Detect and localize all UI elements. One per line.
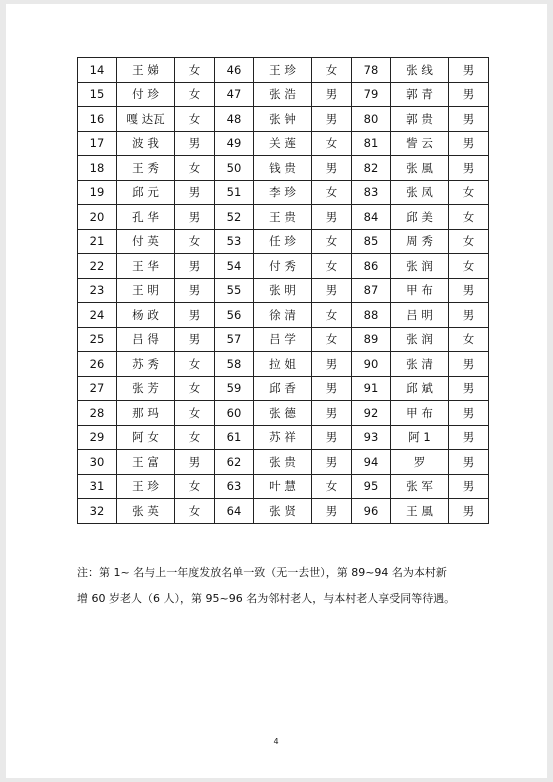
serial-number-cell: 80 [352,107,391,132]
serial-number-cell: 29 [78,425,117,450]
name-cell: 郭 贵 [391,107,449,132]
name-cell: 王 風 [391,499,449,524]
gender-cell: 男 [175,254,215,279]
name-cell: 张 清 [391,352,449,377]
name-cell: 甲 布 [391,401,449,426]
serial-number-cell: 83 [352,180,391,205]
serial-number-cell: 31 [78,474,117,499]
serial-number-cell: 53 [215,229,254,254]
name-cell: 波 我 [117,131,175,156]
serial-number-cell: 79 [352,82,391,107]
serial-number-cell: 85 [352,229,391,254]
name-cell: 甲 布 [391,278,449,303]
footnote-line-2: 增 60 岁老人（6 人），第 95~96 名为邻村老人，与本村老人享受同等待遇。 [77,592,456,605]
name-cell: 王 娣 [117,58,175,83]
name-cell: 吕 明 [391,303,449,328]
gender-cell: 男 [175,131,215,156]
name-cell: 任 珍 [254,229,312,254]
serial-number-cell: 90 [352,352,391,377]
gender-cell: 女 [312,474,352,499]
gender-cell: 男 [175,450,215,475]
name-cell: 孔 华 [117,205,175,230]
serial-number-cell: 27 [78,376,117,401]
name-cell: 王 明 [117,278,175,303]
name-cell: 张 明 [254,278,312,303]
name-cell: 阿 女 [117,425,175,450]
table-row [78,254,489,279]
serial-number-cell: 93 [352,425,391,450]
table-row [78,131,489,156]
gender-cell: 男 [312,205,352,230]
gender-cell: 男 [312,278,352,303]
gender-cell: 男 [449,425,489,450]
gender-cell: 男 [449,58,489,83]
gender-cell: 男 [175,327,215,352]
serial-number-cell: 14 [78,58,117,83]
name-cell: 张 线 [391,58,449,83]
gender-cell: 女 [312,229,352,254]
serial-number-cell: 55 [215,278,254,303]
name-cell: 张 贵 [254,450,312,475]
table-row [78,58,489,83]
table-row [78,499,489,524]
serial-number-cell: 17 [78,131,117,156]
gender-cell: 女 [175,229,215,254]
serial-number-cell: 59 [215,376,254,401]
name-cell: 拉 姐 [254,352,312,377]
table-row [78,474,489,499]
name-cell: 叶 慧 [254,474,312,499]
serial-number-cell: 16 [78,107,117,132]
name-cell: 李 珍 [254,180,312,205]
gender-cell: 男 [312,82,352,107]
gender-cell: 男 [312,376,352,401]
table-row [78,401,489,426]
name-cell: 付 英 [117,229,175,254]
name-cell: 周 秀 [391,229,449,254]
table-row [78,450,489,475]
gender-cell: 男 [449,82,489,107]
name-cell: 张 润 [391,327,449,352]
gender-cell: 男 [449,474,489,499]
serial-number-cell: 92 [352,401,391,426]
footnote-line-1: 注：第 1~ 名与上一年度发放名单一致（无一去世），第 89~94 名为本村新 [77,566,447,579]
gender-cell: 女 [312,303,352,328]
gender-cell: 男 [312,401,352,426]
serial-number-cell: 87 [352,278,391,303]
serial-number-cell: 64 [215,499,254,524]
gender-cell: 男 [449,376,489,401]
name-cell: 嘎 达瓦 [117,107,175,132]
document-page [6,4,547,778]
serial-number-cell: 22 [78,254,117,279]
name-cell: 张 润 [391,254,449,279]
serial-number-cell: 52 [215,205,254,230]
gender-cell: 男 [175,180,215,205]
gender-cell: 女 [449,229,489,254]
gender-cell: 女 [175,425,215,450]
name-cell: 张 贤 [254,499,312,524]
table-row [78,156,489,181]
name-cell: 邱 元 [117,180,175,205]
gender-cell: 女 [175,107,215,132]
table-row [78,352,489,377]
name-cell: 张 军 [391,474,449,499]
serial-number-cell: 46 [215,58,254,83]
table-row [78,82,489,107]
serial-number-cell: 60 [215,401,254,426]
name-cell: 王 秀 [117,156,175,181]
gender-cell: 男 [312,156,352,181]
gender-cell: 男 [449,156,489,181]
name-cell: 张 浩 [254,82,312,107]
gender-cell: 男 [449,401,489,426]
name-cell: 张 芳 [117,376,175,401]
serial-number-cell: 50 [215,156,254,181]
serial-number-cell: 49 [215,131,254,156]
gender-cell: 女 [175,82,215,107]
serial-number-cell: 56 [215,303,254,328]
serial-number-cell: 23 [78,278,117,303]
gender-cell: 男 [449,278,489,303]
name-cell: 张 凤 [391,180,449,205]
name-cell: 王 贵 [254,205,312,230]
serial-number-cell: 84 [352,205,391,230]
name-cell: 邱 斌 [391,376,449,401]
gender-cell: 男 [312,107,352,132]
gender-cell: 女 [175,376,215,401]
name-cell: 张 風 [391,156,449,181]
serial-number-cell: 26 [78,352,117,377]
name-cell: 徐 清 [254,303,312,328]
name-cell: 苏 祥 [254,425,312,450]
table-row [78,425,489,450]
gender-cell: 男 [312,499,352,524]
serial-number-cell: 81 [352,131,391,156]
table-row [78,376,489,401]
name-cell: 邱 美 [391,205,449,230]
gender-cell: 女 [449,180,489,205]
serial-number-cell: 18 [78,156,117,181]
gender-cell: 女 [312,131,352,156]
serial-number-cell: 21 [78,229,117,254]
name-cell: 苏 秀 [117,352,175,377]
table-row [78,180,489,205]
gender-cell: 男 [175,278,215,303]
gender-cell: 女 [175,156,215,181]
name-cell: 张 钟 [254,107,312,132]
serial-number-cell: 57 [215,327,254,352]
name-cell: 邱 香 [254,376,312,401]
elderly-roster-table [77,57,489,524]
name-cell: 付 秀 [254,254,312,279]
name-cell: 吕 学 [254,327,312,352]
gender-cell: 女 [312,327,352,352]
name-cell: 吕 得 [117,327,175,352]
serial-number-cell: 95 [352,474,391,499]
serial-number-cell: 61 [215,425,254,450]
name-cell: 钱 贵 [254,156,312,181]
gender-cell: 男 [175,205,215,230]
serial-number-cell: 24 [78,303,117,328]
table-row [78,229,489,254]
gender-cell: 女 [312,254,352,279]
serial-number-cell: 47 [215,82,254,107]
serial-number-cell: 58 [215,352,254,377]
gender-cell: 男 [312,450,352,475]
gender-cell: 男 [449,107,489,132]
table-row [78,327,489,352]
page-number: 4 [273,737,279,746]
serial-number-cell: 78 [352,58,391,83]
name-cell: 那 玛 [117,401,175,426]
name-cell: 张 英 [117,499,175,524]
serial-number-cell: 94 [352,450,391,475]
serial-number-cell: 54 [215,254,254,279]
name-cell: 王 珍 [117,474,175,499]
gender-cell: 女 [175,474,215,499]
gender-cell: 男 [449,303,489,328]
gender-cell: 女 [449,254,489,279]
table-row [78,107,489,132]
serial-number-cell: 88 [352,303,391,328]
name-cell: 訾 云 [391,131,449,156]
gender-cell: 女 [312,180,352,205]
serial-number-cell: 30 [78,450,117,475]
name-cell: 郭 青 [391,82,449,107]
name-cell: 关 莲 [254,131,312,156]
table-row [78,205,489,230]
serial-number-cell: 86 [352,254,391,279]
table-row [78,278,489,303]
name-cell: 阿 1 [391,425,449,450]
gender-cell: 女 [175,401,215,426]
name-cell: 张 德 [254,401,312,426]
gender-cell: 女 [312,58,352,83]
name-cell: 付 珍 [117,82,175,107]
roster-body [78,58,489,524]
name-cell: 杨 政 [117,303,175,328]
serial-number-cell: 62 [215,450,254,475]
serial-number-cell: 89 [352,327,391,352]
gender-cell: 女 [175,352,215,377]
gender-cell: 女 [175,58,215,83]
serial-number-cell: 25 [78,327,117,352]
table-row [78,303,489,328]
gender-cell: 男 [449,352,489,377]
serial-number-cell: 19 [78,180,117,205]
gender-cell: 女 [175,499,215,524]
gender-cell: 男 [312,425,352,450]
serial-number-cell: 20 [78,205,117,230]
serial-number-cell: 63 [215,474,254,499]
gender-cell: 男 [175,303,215,328]
gender-cell: 男 [449,131,489,156]
name-cell: 王 珍 [254,58,312,83]
gender-cell: 女 [449,327,489,352]
gender-cell: 女 [449,205,489,230]
name-cell: 王 富 [117,450,175,475]
serial-number-cell: 82 [352,156,391,181]
serial-number-cell: 15 [78,82,117,107]
serial-number-cell: 91 [352,376,391,401]
serial-number-cell: 28 [78,401,117,426]
gender-cell: 男 [449,499,489,524]
name-cell: 王 华 [117,254,175,279]
gender-cell: 男 [312,352,352,377]
serial-number-cell: 48 [215,107,254,132]
name-cell: 罗 [391,450,449,475]
serial-number-cell: 32 [78,499,117,524]
serial-number-cell: 96 [352,499,391,524]
serial-number-cell: 51 [215,180,254,205]
gender-cell: 男 [449,450,489,475]
